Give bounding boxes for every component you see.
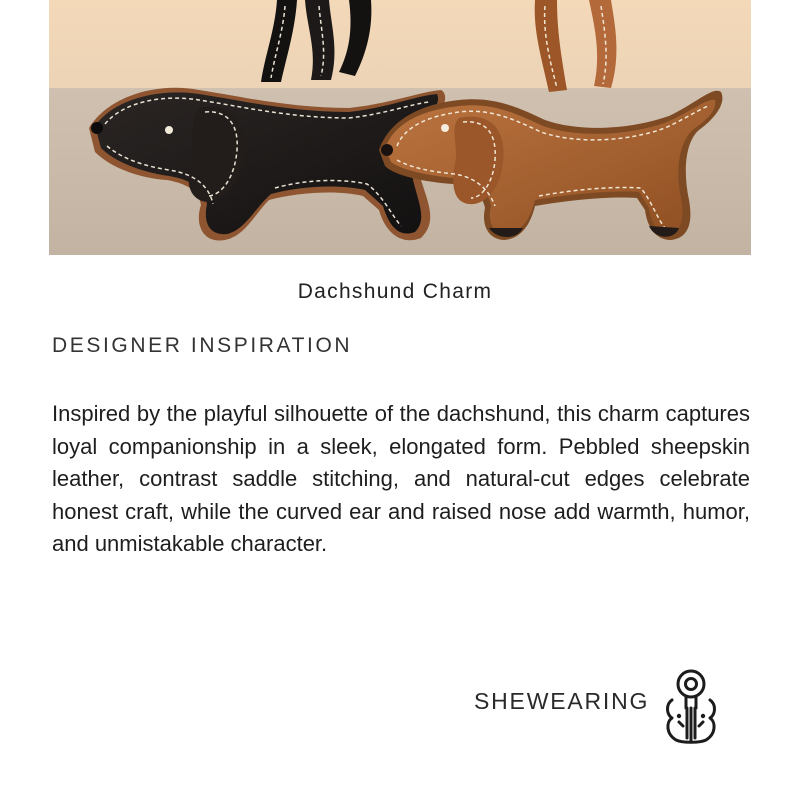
- inspiration-text: Inspired by the playful silhouette of the dachshund, this charm captures loyal companionship in a sleek, elongated form. Pebbled sheepskin leather, contrast saddle stitching, and natural-cut edges celebrate honest craft, while the curved ear and raised nose add warmth, humor, and unmistakable character.: [52, 401, 750, 556]
- product-caption: Dachshund Charm: [297, 280, 493, 303]
- brand-name: SHEWEARING: [474, 688, 650, 714]
- section-title: DESIGNER INSPIRATION: [52, 334, 353, 357]
- violin-emblem-icon: [662, 664, 720, 746]
- product-photo: [49, 0, 751, 255]
- black-charm-strap: [261, 0, 371, 82]
